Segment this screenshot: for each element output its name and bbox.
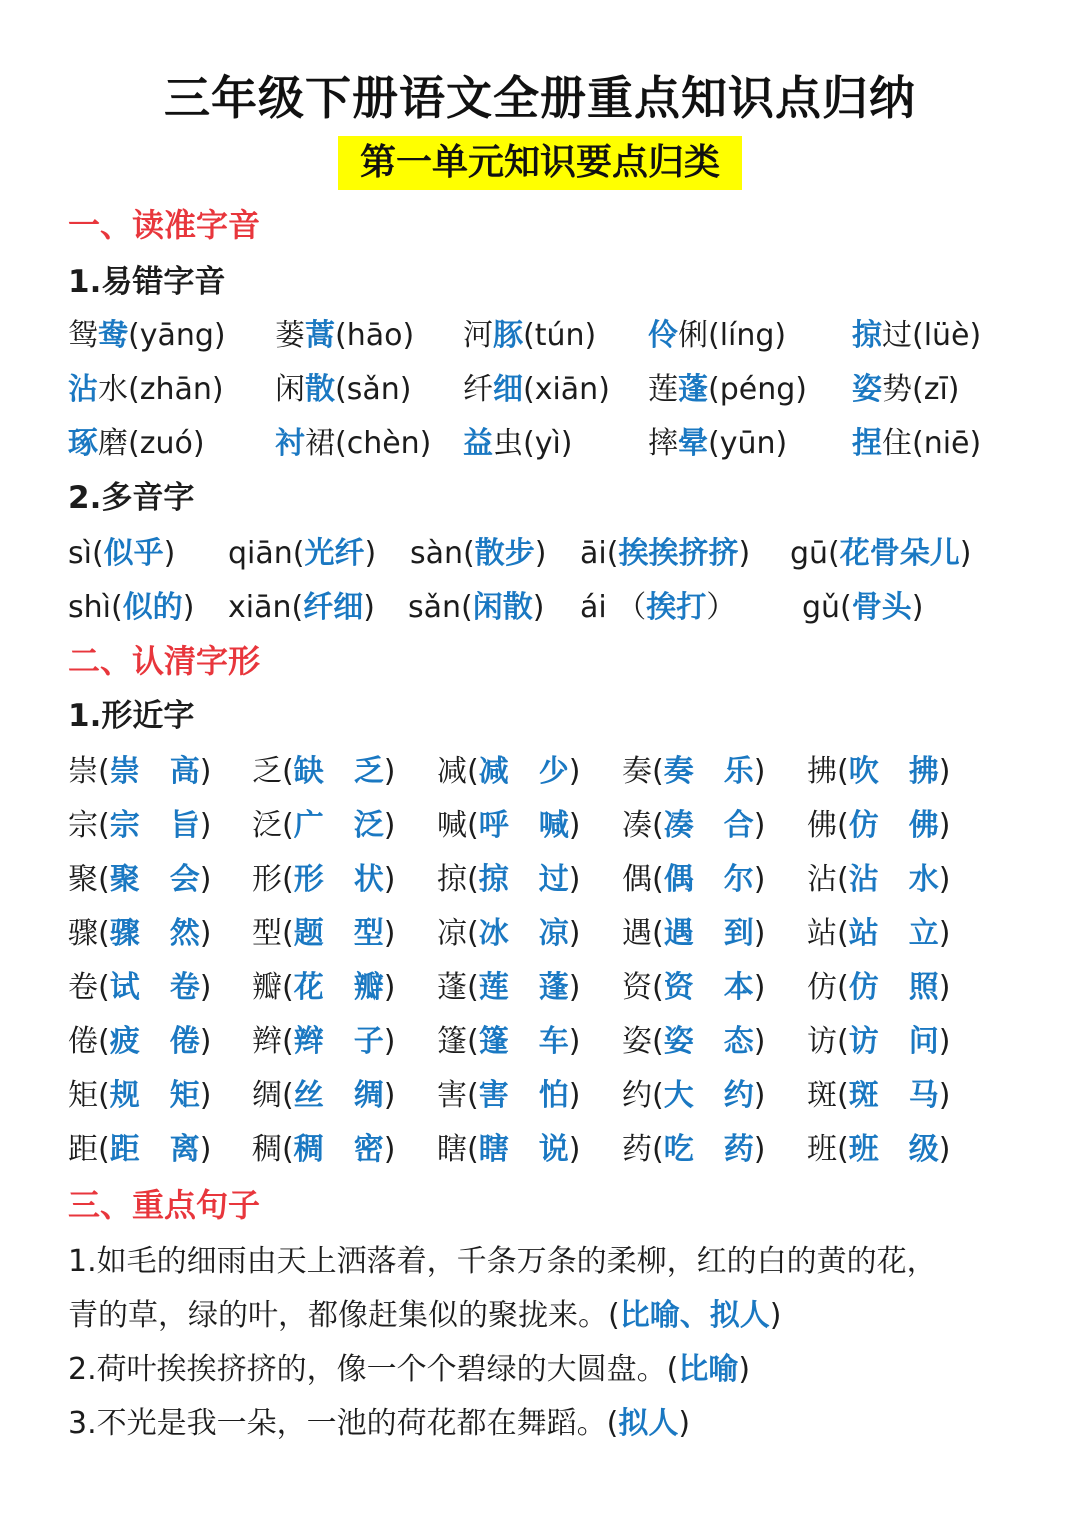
similar-char-item: 害(害 怕) [437, 1078, 581, 1113]
word-char-2: 水 [908, 862, 939, 897]
word-char-1: 距 [109, 1132, 140, 1167]
word-char-2: 型 [353, 916, 384, 951]
pinyin-label: xiān( [228, 590, 304, 625]
example-word: 散步 [474, 536, 535, 571]
polyphone-item [228, 582, 375, 626]
pinyin-label: shì( [68, 590, 123, 625]
sentence-text: 2.荷叶挨挨挤挤的，像一个个碧绿的大圆盘。( [68, 1352, 679, 1387]
pronunciation-item [852, 310, 981, 354]
similar-char-item: 拂(吹 拂) [807, 754, 951, 789]
word-char-1: 姿 [663, 1024, 694, 1059]
word-char-2: 约 [723, 1078, 754, 1113]
example-word: 挨挨挤挤 [618, 536, 739, 571]
base-char: 遇 [622, 916, 652, 951]
word-char-1: 仿 [848, 970, 879, 1005]
word-char-1: 掠 [478, 862, 509, 897]
word-char-1: 题 [293, 916, 324, 951]
word-char-2: 喊 [538, 808, 569, 843]
similar-char-item: 瓣(花 瓣) [252, 970, 396, 1005]
section-heading-pronunciation: 一、读准字音 [68, 206, 261, 244]
word-char-2: 佛 [908, 808, 939, 843]
base-char: 形 [252, 862, 282, 897]
similar-char-item: 聚(聚 会) [68, 862, 212, 897]
base-char: 泛 [252, 808, 282, 843]
sentence-text: 青的草，绿的叶，都像赶集似的聚拢来。( [68, 1298, 620, 1333]
base-char: 辫 [252, 1024, 282, 1059]
close-paren: ) [959, 536, 972, 571]
word-char-1: 害 [478, 1078, 509, 1113]
base-char: 距 [68, 1132, 98, 1167]
word-char-1: 仿 [848, 808, 879, 843]
similar-char-item: 崇(崇 高) [68, 754, 212, 789]
word-char-2: 蓬 [538, 970, 569, 1005]
similar-char-item: 篷(篷 车) [437, 1024, 581, 1059]
base-char: 站 [807, 916, 837, 951]
base-char: 凉 [437, 916, 467, 951]
base-char: 药 [622, 1132, 652, 1167]
section-heading-glyphs: 二、认清字形 [68, 642, 261, 680]
pinyin-label: qiān( [228, 536, 305, 571]
pinyin-text: 势(zī) [882, 372, 960, 407]
pinyin-text: 磨(zuó) [98, 426, 205, 461]
word-char-2: 级 [908, 1132, 939, 1167]
word-char-2: 瓣 [353, 970, 384, 1005]
similar-char-item: 掠(掠 过) [437, 862, 581, 897]
highlight-char: 姿 [852, 372, 882, 407]
similar-char-item: 蓬(莲 蓬) [437, 970, 581, 1005]
sentence-line [68, 1344, 750, 1388]
word-prefix: 莲 [648, 372, 678, 407]
base-char: 宗 [68, 808, 98, 843]
base-char: 矩 [68, 1078, 98, 1113]
highlight-char: 鸯 [98, 318, 128, 353]
example-word: 光纤 [304, 536, 365, 571]
polyphone-item [68, 528, 175, 572]
similar-char-item: 奏(奏 乐) [622, 754, 766, 789]
example-word: 花骨朵儿 [839, 536, 960, 571]
word-char-1: 遇 [663, 916, 694, 951]
subtitle-wrap [0, 136, 1080, 190]
base-char: 蓬 [437, 970, 467, 1005]
word-prefix: 摔 [648, 426, 678, 461]
word-char-2: 会 [169, 862, 200, 897]
base-char: 乏 [252, 754, 282, 789]
word-char-1: 奏 [663, 754, 694, 789]
base-char: 资 [622, 970, 652, 1005]
example-word: 闲散 [472, 590, 533, 625]
similar-char-item: 泛(广 泛) [252, 808, 396, 843]
example-word: 挨打 [646, 590, 707, 625]
word-char-1: 吹 [848, 754, 879, 789]
base-char: 减 [437, 754, 467, 789]
word-char-2: 泛 [353, 808, 384, 843]
word-char-1: 班 [848, 1132, 879, 1167]
polyphone-item [580, 528, 750, 572]
word-char-2: 高 [169, 754, 200, 789]
similar-char-item: 药(吃 药) [622, 1132, 766, 1167]
subheading-polyphones: 2.多音字 [68, 480, 195, 516]
word-char-1: 资 [663, 970, 694, 1005]
base-char: 瞎 [437, 1132, 467, 1167]
pinyin-label: ái （ [580, 590, 647, 625]
similar-char-item: 沾(沾 水) [807, 862, 951, 897]
highlight-char: 琢 [68, 426, 98, 461]
word-char-1: 吃 [663, 1132, 694, 1167]
word-char-1: 缺 [293, 754, 324, 789]
similar-char-item: 遇(遇 到) [622, 916, 766, 951]
word-char-1: 莲 [478, 970, 509, 1005]
pinyin-label: sì( [68, 536, 104, 571]
close-paren: ) [364, 536, 377, 571]
word-char-2: 马 [908, 1078, 939, 1113]
word-char-1: 瞎 [478, 1132, 509, 1167]
word-char-2: 绸 [353, 1078, 384, 1113]
base-char: 聚 [68, 862, 98, 897]
highlight-char: 衬 [275, 426, 305, 461]
word-char-2: 乐 [723, 754, 754, 789]
word-char-2: 怕 [538, 1078, 569, 1113]
pronunciation-item [275, 418, 431, 462]
similar-char-item: 站(站 立) [807, 916, 951, 951]
sentence-line [68, 1398, 690, 1442]
base-char: 崇 [68, 754, 98, 789]
pronunciation-item [648, 310, 786, 354]
highlight-char: 沾 [68, 372, 98, 407]
similar-char-item: 绸(丝 绸) [252, 1078, 396, 1113]
similar-char-item: 偶(偶 尔) [622, 862, 766, 897]
similar-char-item: 姿(姿 态) [622, 1024, 766, 1059]
pinyin-text: (tún) [523, 318, 597, 353]
base-char: 绸 [252, 1078, 282, 1113]
pronunciation-item [852, 364, 960, 408]
close-paren: ) [678, 1406, 691, 1441]
pronunciation-item [68, 310, 226, 354]
base-char: 奏 [622, 754, 652, 789]
word-prefix: 河 [463, 318, 493, 353]
base-char: 斑 [807, 1078, 837, 1113]
pronunciation-item [648, 364, 807, 408]
base-char: 佛 [807, 808, 837, 843]
pinyin-label: sǎn( [408, 590, 473, 625]
highlight-char: 蒿 [305, 318, 335, 353]
pinyin-text: (yāng) [128, 318, 226, 353]
pinyin-text: (sǎn) [335, 372, 412, 407]
word-char-2: 车 [538, 1024, 569, 1059]
word-prefix: 纤 [463, 372, 493, 407]
word-char-2: 状 [353, 862, 384, 897]
similar-char-item: 喊(呼 喊) [437, 808, 581, 843]
pinyin-label: gū( [790, 536, 840, 571]
word-char-2: 合 [723, 808, 754, 843]
base-char: 班 [807, 1132, 837, 1167]
word-prefix: 闲 [275, 372, 305, 407]
similar-char-item: 辫(辫 子) [252, 1024, 396, 1059]
highlight-char: 伶 [648, 318, 678, 353]
word-char-1: 试 [109, 970, 140, 1005]
polyphone-item [228, 528, 376, 572]
base-char: 倦 [68, 1024, 98, 1059]
close-paren: ) [911, 590, 924, 625]
similar-char-item: 减(减 少) [437, 754, 581, 789]
base-char: 访 [807, 1024, 837, 1059]
word-char-1: 辫 [293, 1024, 324, 1059]
page-title: 三年级下册语文全册重点知识点归纳 [164, 71, 916, 125]
similar-char-item: 访(访 问) [807, 1024, 951, 1059]
base-char: 拂 [807, 754, 837, 789]
word-char-2: 凉 [538, 916, 569, 951]
section-heading-sentences: 三、重点句子 [68, 1186, 261, 1224]
highlight-char: 掠 [852, 318, 882, 353]
similar-char-item: 凑(凑 合) [622, 808, 766, 843]
close-paren: ) [163, 536, 176, 571]
pronunciation-item [648, 418, 787, 462]
similar-char-item: 凉(冰 凉) [437, 916, 581, 951]
word-char-1: 花 [293, 970, 324, 1005]
subheading-easy-wrong: 1.易错字音 [68, 264, 226, 300]
base-char: 卷 [68, 970, 98, 1005]
word-prefix: 鸳 [68, 318, 98, 353]
word-char-1: 规 [109, 1078, 140, 1113]
word-char-2: 离 [169, 1132, 200, 1167]
example-word: 似乎 [103, 536, 164, 571]
word-char-2: 过 [538, 862, 569, 897]
highlight-char: 益 [463, 426, 493, 461]
similar-char-item: 倦(疲 倦) [68, 1024, 212, 1059]
similar-char-item: 卷(试 卷) [68, 970, 212, 1005]
pinyin-text: 裙(chèn) [305, 426, 432, 461]
base-char: 约 [622, 1078, 652, 1113]
word-char-2: 问 [908, 1024, 939, 1059]
word-prefix: 蒌 [275, 318, 305, 353]
word-char-1: 广 [293, 808, 324, 843]
pinyin-text: 住(niē) [882, 426, 982, 461]
word-char-2: 拂 [908, 754, 939, 789]
word-char-2: 到 [723, 916, 754, 951]
word-char-2: 态 [723, 1024, 754, 1059]
subheading-similar-chars: 1.形近字 [68, 698, 195, 734]
highlight-char: 晕 [678, 426, 708, 461]
word-char-1: 疲 [109, 1024, 140, 1059]
similar-char-item: 稠(稠 密) [252, 1132, 396, 1167]
pronunciation-item [68, 418, 205, 462]
word-char-2: 照 [908, 970, 939, 1005]
word-char-1: 冰 [478, 916, 509, 951]
pinyin-text: (hāo) [335, 318, 415, 353]
similar-char-item: 资(资 本) [622, 970, 766, 1005]
word-char-1: 篷 [478, 1024, 509, 1059]
word-char-2: 然 [169, 916, 200, 951]
word-char-1: 稠 [293, 1132, 324, 1167]
word-char-1: 减 [478, 754, 509, 789]
base-char: 喊 [437, 808, 467, 843]
word-char-2: 子 [353, 1024, 384, 1059]
rhetoric-label: 比喻 [678, 1352, 739, 1387]
highlight-char: 捏 [852, 426, 882, 461]
word-char-2: 卷 [169, 970, 200, 1005]
similar-char-item: 距(距 离) [68, 1132, 212, 1167]
pronunciation-item [852, 418, 981, 462]
similar-char-item: 宗(宗 旨) [68, 808, 212, 843]
pronunciation-item [463, 310, 596, 354]
highlight-char: 散 [305, 372, 335, 407]
word-char-2: 立 [908, 916, 939, 951]
word-char-2: 本 [723, 970, 754, 1005]
close-paren: ) [363, 590, 375, 625]
similar-char-item: 约(大 约) [622, 1078, 766, 1113]
similar-char-item: 骤(骤 然) [68, 916, 212, 951]
pinyin-text: 俐(líng) [678, 318, 787, 353]
base-char: 稠 [252, 1132, 282, 1167]
pronunciation-item [463, 364, 610, 408]
word-char-2: 倦 [169, 1024, 200, 1059]
polyphone-item [802, 582, 923, 626]
base-char: 篷 [437, 1024, 467, 1059]
base-char: 害 [437, 1078, 467, 1113]
sentence-text: 1.如毛的细雨由天上洒落着，千条万条的柔柳，红的白的黄的花， [68, 1244, 937, 1279]
word-char-1: 斑 [848, 1078, 879, 1113]
close-paren: ） [706, 590, 737, 625]
rhetoric-label: 拟人 [618, 1406, 679, 1441]
rhetoric-label: 比喻、拟人 [619, 1298, 770, 1333]
similar-char-item: 班(班 级) [807, 1132, 951, 1167]
polyphone-item [410, 528, 546, 572]
similar-char-item: 形(形 状) [252, 862, 396, 897]
sentence-line [68, 1236, 937, 1280]
polyphone-item [408, 582, 544, 626]
unit-subtitle: 第一单元知识要点归类 [338, 136, 742, 190]
polyphone-item [68, 582, 194, 626]
close-paren: ) [738, 1352, 751, 1387]
sentence-text: 3.不光是我一朵，一池的荷花都在舞蹈。( [68, 1406, 619, 1441]
base-char: 姿 [622, 1024, 652, 1059]
word-char-1: 崇 [109, 754, 140, 789]
word-char-2: 尔 [723, 862, 754, 897]
word-char-1: 骤 [109, 916, 140, 951]
highlight-char: 蓬 [678, 372, 708, 407]
close-paren: ) [182, 590, 195, 625]
word-char-2: 药 [723, 1132, 754, 1167]
word-char-1: 大 [663, 1078, 694, 1113]
polyphone-item [580, 582, 736, 626]
pinyin-text: (xiān) [523, 372, 610, 407]
word-char-1: 站 [848, 916, 879, 951]
word-char-2: 密 [353, 1132, 384, 1167]
word-char-1: 聚 [109, 862, 140, 897]
word-char-2: 矩 [169, 1078, 200, 1113]
base-char: 仿 [807, 970, 837, 1005]
close-paren: ) [532, 590, 545, 625]
base-char: 偶 [622, 862, 652, 897]
pinyin-label: āi( [580, 536, 619, 571]
word-char-2: 乏 [353, 754, 384, 789]
similar-char-item: 瞎(瞎 说) [437, 1132, 581, 1167]
pronunciation-item [68, 364, 224, 408]
word-char-1: 丝 [293, 1078, 324, 1113]
highlight-char: 豚 [493, 318, 523, 353]
sentence-line [68, 1290, 781, 1334]
similar-char-item: 仿(仿 照) [807, 970, 951, 1005]
close-paren: ) [534, 536, 547, 571]
pinyin-label: sàn( [410, 536, 475, 571]
similar-char-item: 斑(斑 马) [807, 1078, 951, 1113]
word-char-1: 凑 [663, 808, 694, 843]
base-char: 骤 [68, 916, 98, 951]
close-paren: ) [738, 536, 751, 571]
similar-char-item: 矩(规 矩) [68, 1078, 212, 1113]
word-char-1: 形 [293, 862, 324, 897]
pronunciation-item [275, 310, 414, 354]
pronunciation-item [463, 418, 573, 462]
pronunciation-item [275, 364, 411, 408]
word-char-1: 宗 [109, 808, 140, 843]
similar-char-item: 佛(仿 佛) [807, 808, 951, 843]
example-word: 骨头 [851, 590, 912, 625]
highlight-char: 细 [493, 372, 523, 407]
word-char-2: 少 [538, 754, 569, 789]
pinyin-text: 虫(yì) [493, 426, 573, 461]
pinyin-text: 水(zhān) [98, 372, 224, 407]
pinyin-text: (péng) [708, 372, 807, 407]
word-char-2: 旨 [169, 808, 200, 843]
pinyin-text: (yūn) [708, 426, 788, 461]
base-char: 掠 [437, 862, 467, 897]
base-char: 瓣 [252, 970, 282, 1005]
similar-char-item: 型(题 型) [252, 916, 396, 951]
word-char-2: 说 [538, 1132, 569, 1167]
base-char: 凑 [622, 808, 652, 843]
word-char-1: 呼 [478, 808, 509, 843]
similar-char-item: 乏(缺 乏) [252, 754, 396, 789]
example-word: 纤细 [303, 590, 364, 625]
word-char-1: 访 [848, 1024, 879, 1059]
pinyin-label: gǔ( [802, 590, 852, 625]
word-char-1: 沾 [848, 862, 879, 897]
polyphone-item [790, 528, 971, 572]
word-char-1: 偶 [663, 862, 694, 897]
base-char: 型 [252, 916, 282, 951]
example-word: 似的 [122, 590, 183, 625]
pinyin-text: 过(lüè) [882, 318, 982, 353]
base-char: 沾 [807, 862, 837, 897]
close-paren: ) [769, 1298, 782, 1333]
